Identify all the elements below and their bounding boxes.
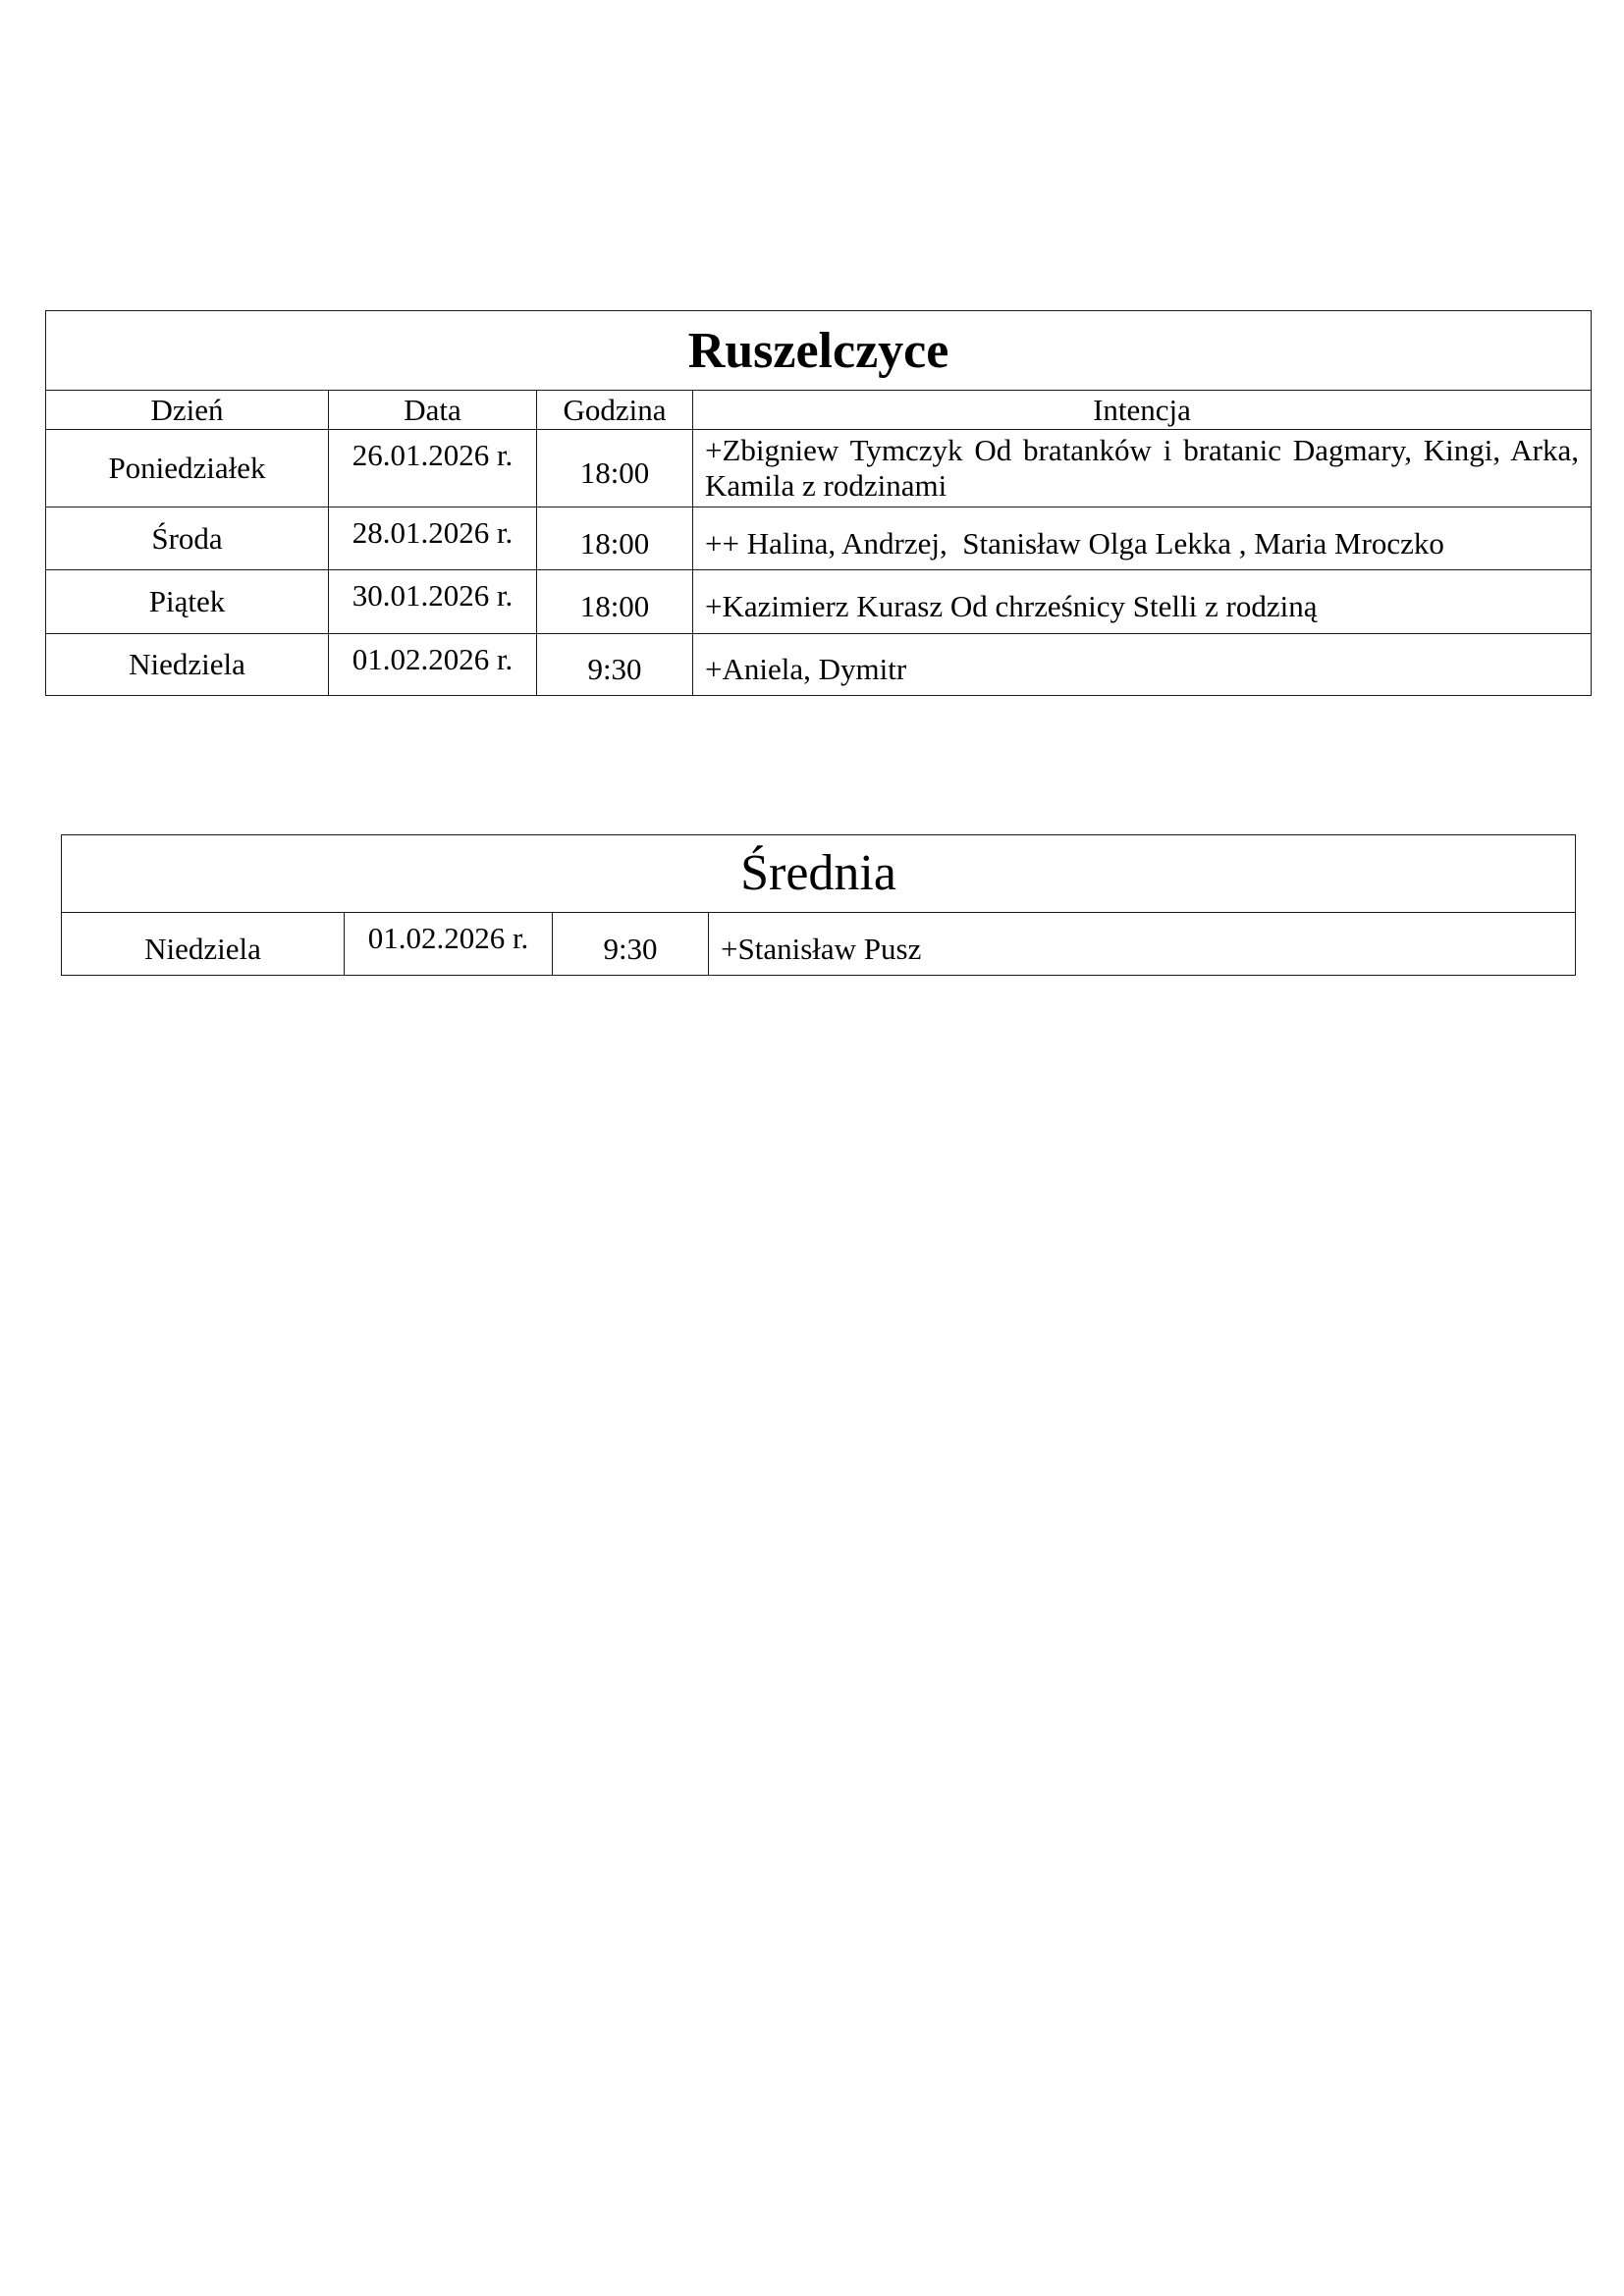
cell-date (329, 507, 537, 570)
cell-time (553, 913, 709, 976)
intention-text: +Kazimierz Kurasz Od chrześnicy Stelli z rodziną (705, 589, 1318, 624)
table-row (46, 507, 1592, 570)
cell-date (329, 430, 537, 507)
cell-time (537, 634, 693, 696)
cell-intention (693, 634, 1592, 696)
time-text: 18:00 (579, 589, 650, 624)
time-text: 18:00 (579, 455, 650, 491)
date-text: 30.01.2026 r. (352, 578, 514, 613)
cell-intention (693, 507, 1592, 570)
table-row (46, 634, 1592, 696)
date-text: 28.01.2026 r. (352, 515, 514, 550)
cell-day: Niedziela (46, 634, 329, 696)
table-row (46, 430, 1592, 507)
cell-intention (709, 913, 1576, 976)
cell-day: Piątek (46, 570, 329, 634)
time-text: 18:00 (579, 525, 650, 561)
cell-intention: +Zbigniew Tymczyk Od bratanków i bratanic Dagmary, Kingi, Arka, Kamila z rodzinami (693, 430, 1592, 507)
date-text: 26.01.2026 r. (352, 438, 514, 472)
schedule-table-ruszelczyce (45, 310, 1592, 696)
cell-date (329, 570, 537, 634)
cell-day (62, 913, 345, 976)
header-day: Dzień (46, 391, 329, 430)
time-text: 9:30 (603, 931, 658, 966)
cell-day: Środa (46, 507, 329, 570)
cell-day: Poniedziałek (46, 430, 329, 507)
intention-text: +Stanisław Pusz (721, 931, 922, 966)
header-time: Godzina (537, 391, 693, 430)
date-text: 01.02.2026 r. (352, 642, 514, 676)
cell-time (537, 570, 693, 634)
title-row (46, 311, 1592, 391)
header-row (46, 391, 1592, 430)
table-title: Średnia (62, 835, 1576, 913)
cell-date (345, 913, 553, 976)
header-date: Data (329, 391, 537, 430)
date-text: 01.02.2026 r. (367, 921, 529, 955)
cell-intention (693, 570, 1592, 634)
table-row (62, 913, 1576, 976)
cell-date (329, 634, 537, 696)
cell-time (537, 430, 693, 507)
cell-time (537, 507, 693, 570)
title-row (62, 835, 1576, 913)
table-title: Ruszelczyce (46, 311, 1592, 391)
intention-text: +Aniela, Dymitr (705, 652, 907, 687)
schedule-table-srednia (61, 834, 1576, 976)
time-text: 9:30 (587, 652, 642, 687)
intention-text: ++ Halina, Andrzej, Stanisław Olga Lekka , Maria Mroczko (705, 525, 1444, 561)
table-row (46, 570, 1592, 634)
header-intention: Intencja (693, 391, 1592, 430)
day-text: Niedziela (144, 931, 261, 966)
